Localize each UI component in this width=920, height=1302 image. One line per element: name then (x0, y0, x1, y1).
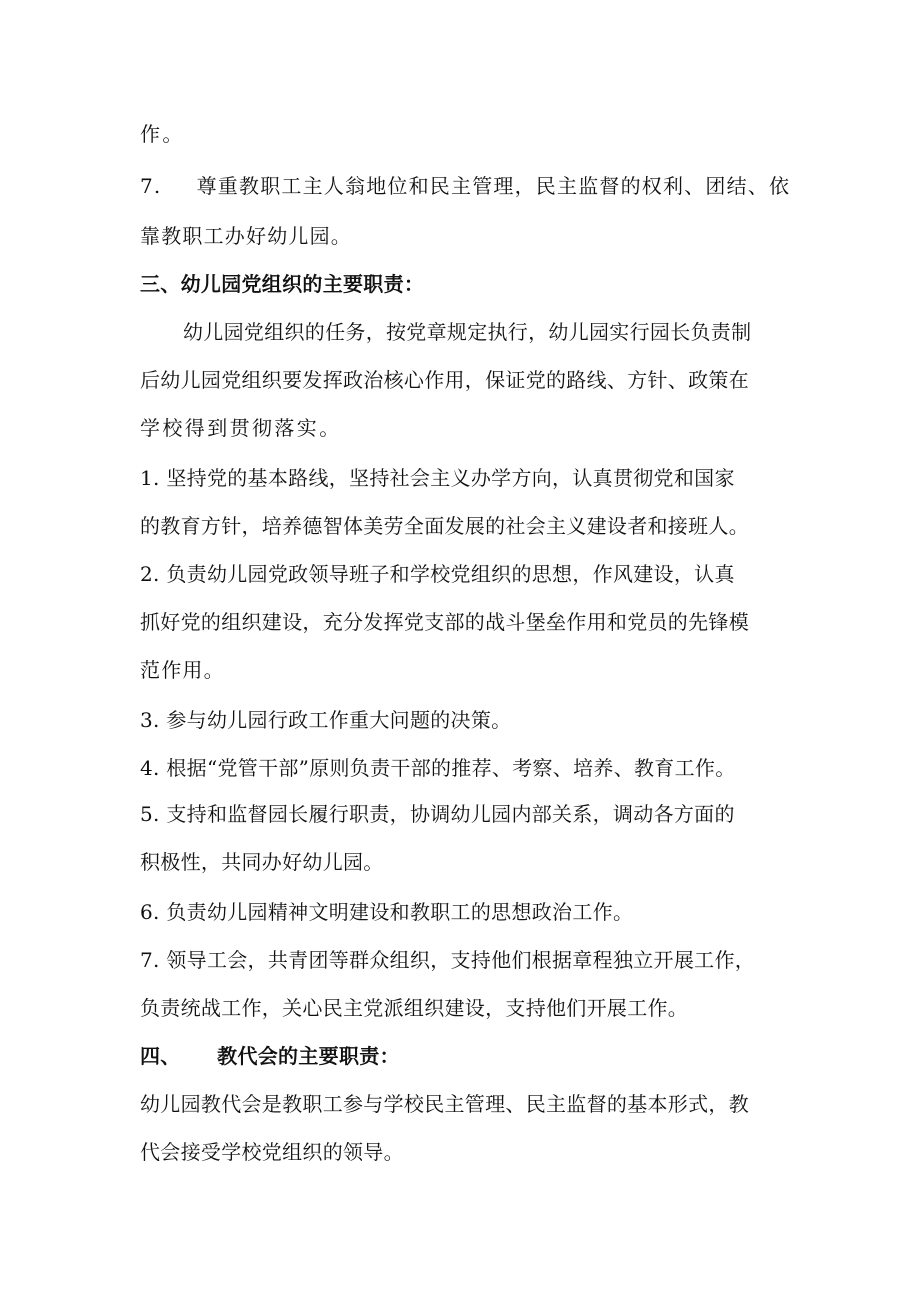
text-line: 尊重教职工主人翁地位和民主管理，民主监督的权利、团结、依 (196, 174, 791, 198)
text-line: 幼儿园党组织的任务，按党章规定执行，幼儿园实行园长负责制 (183, 320, 752, 344)
text-line: 1. 坚持党的基本路线，坚持社会主义办学方向，认真贯彻党和国家 (140, 466, 735, 490)
paragraph-line (140, 1092, 749, 1116)
heading-text: 教代会的主要职责： (217, 1044, 400, 1068)
text-line: 7. 领导工会，共青团等群众组织，支持他们根据章程独立开展工作， (140, 948, 756, 972)
paragraph-line (140, 416, 342, 440)
paragraph-line (183, 320, 751, 344)
text-line: 抓好党的组织建设，充分发挥党支部的战斗堡垒作用和党员的先锋模 (140, 610, 749, 634)
text-line: 2. 负责幼儿园党政领导班子和学校党组织的思想，作风建设，认真 (140, 562, 735, 586)
paragraph-continuation (140, 122, 185, 146)
text-line: 5. 支持和监督园长履行职责，协调幼儿园内部关系，调动各方面的 (140, 802, 735, 826)
list-item-7-first-line (140, 174, 790, 198)
text-line: 6. 负责幼儿园精神文明建设和教职工的思想政治工作。 (140, 900, 634, 924)
text-line: 作。 (140, 122, 185, 146)
heading-text: 三、幼儿园党组织的主要职责： (140, 272, 425, 296)
text-line: 靠教职工办好幼儿园。 (140, 224, 352, 248)
list-item-7-second-line (140, 224, 352, 248)
section-heading-4 (140, 1044, 400, 1068)
list-item-line (140, 562, 735, 586)
list-item-line (140, 658, 225, 682)
list-item-line (140, 610, 749, 634)
text-line: 代会接受学校党组织的领导。 (140, 1140, 404, 1164)
list-item-line (140, 850, 384, 874)
list-number: 7. (140, 174, 162, 198)
text-line: 4. 根据“党管干部”原则负责干部的推荐、考察、培养、教育工作。 (140, 756, 736, 780)
list-item-line (140, 708, 511, 732)
list-item-line (140, 948, 755, 972)
list-item-line (140, 466, 735, 490)
list-item-line (140, 756, 736, 780)
list-item-line (140, 900, 633, 924)
text-line: 的教育方针，培养德智体美劳全面发展的社会主义建设者和接班人。 (140, 514, 749, 538)
text-line: 后幼儿园党组织要发挥政治核心作用，保证党的路线、方针、政策在 (140, 368, 749, 392)
paragraph-line (140, 1140, 404, 1164)
text-line: 负责统战工作，关心民主党派组织建设，支持他们开展工作。 (140, 996, 689, 1020)
heading-number: 四、 (140, 1044, 181, 1068)
text-line: 范作用。 (140, 658, 225, 682)
text-line: 3. 参与幼儿园行政工作重大问题的决策。 (140, 708, 512, 732)
paragraph-line (140, 368, 749, 392)
text-line: 学校得到贯彻落实。 (140, 416, 342, 440)
text-line: 积极性，共同办好幼儿园。 (140, 850, 384, 874)
list-item-line (140, 514, 749, 538)
list-item-line (140, 802, 735, 826)
text-line: 幼儿园教代会是教职工参与学校民主管理、民主监督的基本形式，教 (140, 1092, 749, 1116)
list-item-line (140, 996, 688, 1020)
section-heading-3 (140, 272, 424, 296)
